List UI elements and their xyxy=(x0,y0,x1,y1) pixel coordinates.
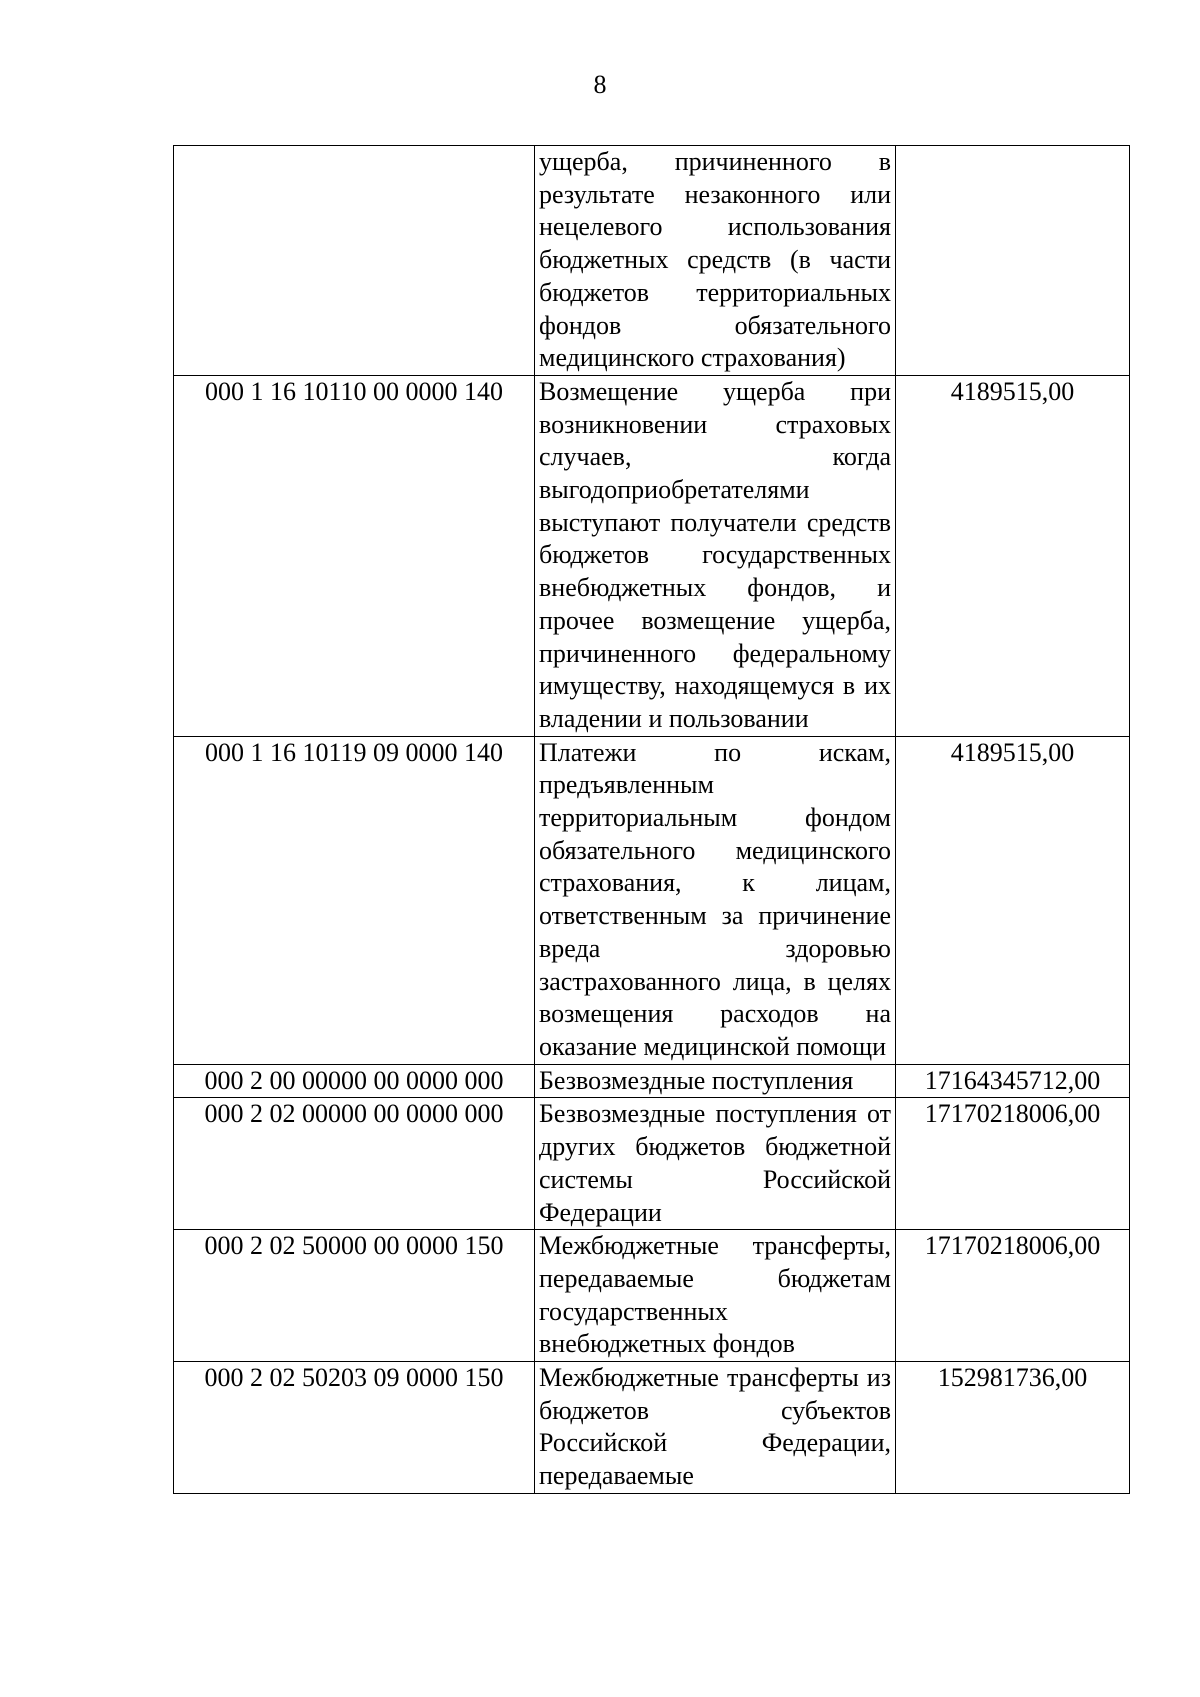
table-row xyxy=(174,1230,1130,1362)
amount-cell: 17164345712,00 xyxy=(896,1064,1130,1098)
table-row xyxy=(174,1064,1130,1098)
amount-cell: 4189515,00 xyxy=(896,375,1130,736)
revenue-name-cell: Возмещение ущерба при возникновении страховых случаев, когда выгодоприобретателями выступают получатели средств бюджетов государственных внебюджетных фондов, и прочее возмещение ущерба, причиненного федеральному имуществу, находящемуся в их владении и пользовании xyxy=(535,375,896,736)
table-row xyxy=(174,1362,1130,1494)
amount-cell xyxy=(896,146,1130,376)
table-row xyxy=(174,736,1130,1064)
revenue-name-cell: Платежи по искам, предъявленным территориальным фондом обязательного медицинского страхования, к лицам, ответственным за причинение вреда здоровью застрахованного лица, в целях возмещения расходов на оказание медицинской помощи xyxy=(535,736,896,1064)
amount-cell: 17170218006,00 xyxy=(896,1230,1130,1362)
budget-code-cell: 000 2 02 00000 00 0000 000 xyxy=(174,1098,535,1230)
revenue-name-cell: Безвозмездные поступления xyxy=(535,1064,896,1098)
amount-cell: 152981736,00 xyxy=(896,1362,1130,1494)
table-row xyxy=(174,375,1130,736)
revenue-name-cell: Межбюджетные трансферты из бюджетов субъектов Российской Федерации, передаваемые xyxy=(535,1362,896,1494)
budget-code-cell: 000 2 02 50000 00 0000 150 xyxy=(174,1230,535,1362)
amount-cell: 4189515,00 xyxy=(896,736,1130,1064)
table-row xyxy=(174,1098,1130,1230)
budget-code-cell: 000 1 16 10119 09 0000 140 xyxy=(174,736,535,1064)
budget-code-cell xyxy=(174,146,535,376)
amount-cell: 17170218006,00 xyxy=(896,1098,1130,1230)
budget-code-cell: 000 2 00 00000 00 0000 000 xyxy=(174,1064,535,1098)
table-row xyxy=(174,146,1130,376)
revenue-name-cell: Межбюджетные трансферты, передаваемые бюджетам государственных внебюджетных фондов xyxy=(535,1230,896,1362)
budget-code-cell: 000 1 16 10110 00 0000 140 xyxy=(174,375,535,736)
budget-code-cell: 000 2 02 50203 09 0000 150 xyxy=(174,1362,535,1494)
revenue-table xyxy=(173,145,1130,1494)
page-number: 8 xyxy=(593,70,607,99)
revenue-name-cell: ущерба, причиненного в результате незаконного или нецелевого использования бюджетных средств (в части бюджетов территориальных фондов обязательного медицинского страхования) xyxy=(535,146,896,376)
revenue-name-cell: Безвозмездные поступления от других бюджетов бюджетной системы Российской Федерации xyxy=(535,1098,896,1230)
